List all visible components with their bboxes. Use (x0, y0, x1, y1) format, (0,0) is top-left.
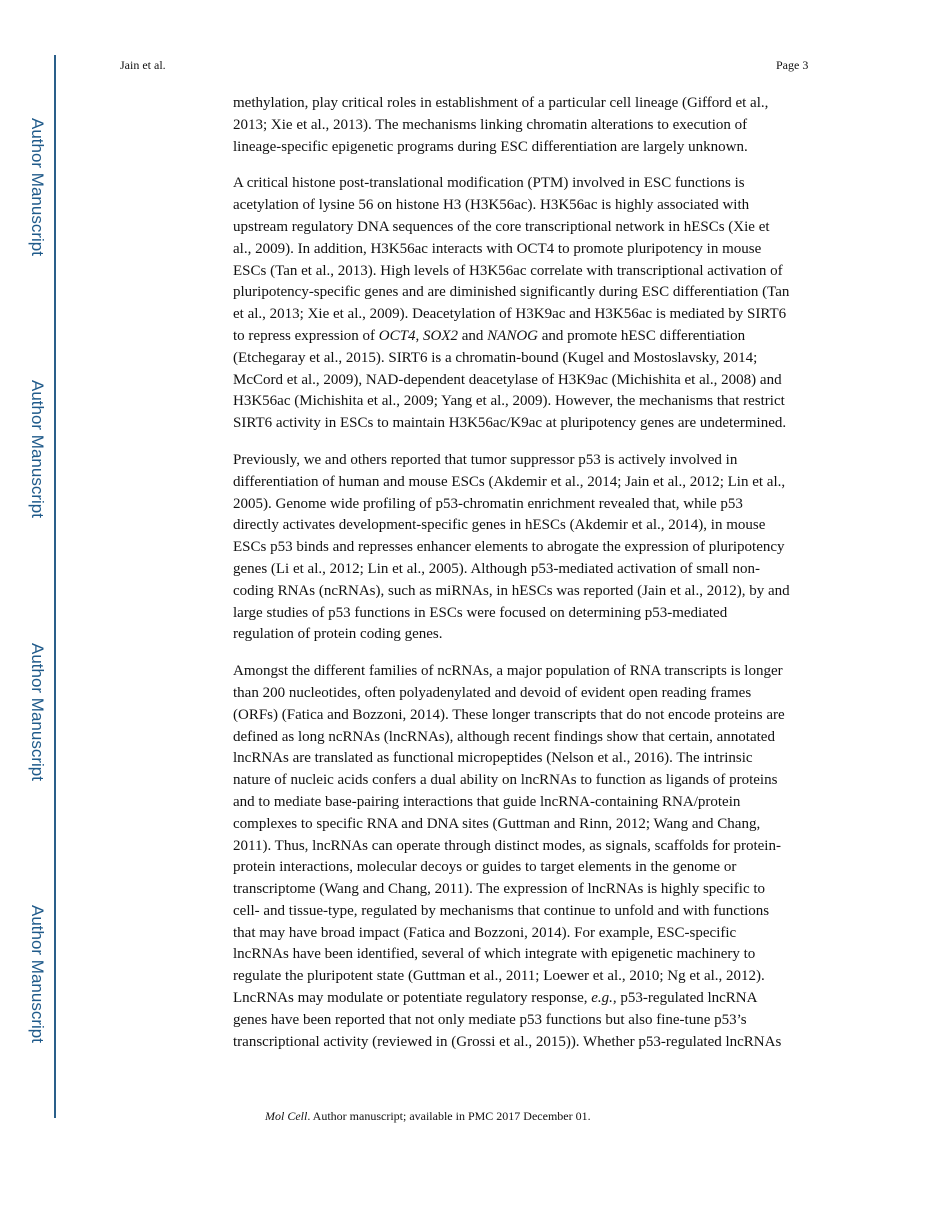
text-line (233, 988, 813, 1010)
text-line: ESCs (Tan et al., 2013). High levels of H3K56ac correlate with transcriptional activation of (233, 262, 783, 279)
text-line: and to mediate base-pairing interactions that guide lncRNA-containing RNA/protein (233, 793, 741, 810)
text-line: nature of nucleic acids confers a dual ability on lncRNAs to function as ligands of proteins (233, 772, 778, 789)
margin-rule (54, 55, 56, 1118)
paragraph-1 (233, 93, 813, 158)
journal-name: Mol Cell (265, 1109, 308, 1123)
text-line: than 200 nucleotides, often polyadenylated and devoid of evident open reading frames (233, 684, 752, 701)
gene-name: OCT4 (378, 327, 416, 344)
text-line: defined as long ncRNAs (lncRNAs), although recent findings show that certain, annotated (233, 728, 775, 745)
text-line: large studies of p53 functions in ESCs were focused on determining p53-mediated (233, 604, 728, 621)
author-manuscript-label: Author Manuscript (28, 905, 47, 1043)
footer-citation (265, 1109, 591, 1124)
text-line: genes (Li et al., 2012; Lin et al., 2005). Although p53-mediated activation of small non- (233, 560, 760, 577)
text-line: Previously, we and others reported that tumor suppressor p53 is actively involved in (233, 451, 738, 468)
paragraph-4 (233, 661, 813, 1053)
text-line: SIRT6 activity in ESCs to maintain H3K56ac/K9ac at pluripotency genes are undetermined. (233, 415, 787, 432)
text-line: 2005). Genome wide profiling of p53-chromatin enrichment revealed that, while p53 (233, 495, 743, 512)
text-line: pluripotency-specific genes and are diminished significantly during ESC differentiation (Tan (233, 284, 790, 301)
text-run: to repress expression of (233, 327, 379, 344)
text-line: McCord et al., 2009), NAD-dependent deacetylase of H3K9ac (Michishita et al., 2008) and (233, 371, 782, 388)
paragraph-3 (233, 450, 813, 646)
text-line: transcriptome (Wang and Chang, 2011). The expression of lncRNAs is highly specific to (233, 881, 766, 898)
text-line: et al., 2013; Xie et al., 2009). Deacetylation of H3K9ac and H3K56ac is mediated by SIRT6 (233, 306, 787, 323)
text-line: upstream regulatory DNA sequences of the core transcriptional network in hESCs (Xie et (233, 218, 770, 235)
text-line: al., 2009). In addition, H3K56ac interacts with OCT4 to promote pluripotency in mouse (233, 240, 762, 257)
text-line: coding RNAs (ncRNAs), such as miRNAs, in hESCs was reported (Jain et al., 2012), by and (233, 582, 790, 599)
text-line: transcriptional activity (reviewed in (Grossi et al., 2015)). Whether p53-regulated lncRNAs (233, 1033, 782, 1050)
text-line: 2011). Thus, lncRNAs can operate through distinct modes, as signals, scaffolds for protein- (233, 837, 781, 854)
author-manuscript-label: Author Manuscript (28, 380, 47, 518)
paragraph-2 (233, 173, 813, 435)
gene-name: SOX2 (422, 327, 458, 344)
text-run: , p53-regulated lncRNA (612, 990, 758, 1007)
text-line: directly activates development-specific genes in hESCs (Akdemir et al., 2014), in mouse (233, 517, 766, 534)
text-line: A critical histone post-translational modification (PTM) involved in ESC functions is (233, 175, 745, 192)
text-line: H3K56ac (Michishita et al., 2009; Yang et al., 2009). However, the mechanisms that restrict (233, 393, 785, 410)
gene-name: NANOG (487, 327, 538, 344)
author-manuscript-label: Author Manuscript (28, 118, 47, 256)
text-line: (Etchegaray et al., 2015). SIRT6 is a chromatin-bound (Kugel and Mostoslavsky, 2014; (233, 349, 758, 366)
text-run: and (457, 327, 488, 344)
text-line: regulate the pluripotent state (Guttman et al., 2011; Loewer et al., 2010; Ng et al., 2012). (233, 968, 765, 985)
emphasis: e.g. (591, 990, 613, 1007)
text-line: (ORFs) (Fatica and Bozzoni, 2014). These longer transcripts that do not encode proteins are (233, 706, 785, 723)
text-line: Amongst the different families of ncRNAs, a major population of RNA transcripts is longer (233, 663, 783, 680)
text-line: acetylation of lysine 56 on histone H3 (H3K56ac). H3K56ac is highly associated with (233, 197, 750, 214)
text-line: protein interactions, molecular decoys or guides to target elements in the genome or (233, 859, 737, 876)
text-run: LncRNAs may modulate or potentiate regulatory response, (233, 990, 592, 1007)
author-manuscript-label: Author Manuscript (28, 643, 47, 781)
text-line: 2013; Xie et al., 2013). The mechanisms linking chromatin alterations to execution of (233, 116, 748, 133)
text-line: lncRNAs are translated as functional micropeptides (Nelson et al., 2016). The intrinsic (233, 750, 753, 767)
text-line: methylation, play critical roles in establishment of a particular cell lineage (Gifford et al., (233, 95, 769, 111)
text-line: genes have been reported that not only mediate p53 functions but also fine-tune p53’s (233, 1011, 747, 1028)
text-line: complexes to specific RNA and DNA sites (Guttman and Rinn, 2012; Wang and Chang, (233, 815, 761, 832)
running-head-authors: Jain et al. (120, 58, 166, 72)
text-line: cell- and tissue-type, regulated by mechanisms that continue to unfold and with functions (233, 902, 770, 919)
availability-text: . Author manuscript; available in PMC 2017 December 01. (307, 1109, 591, 1123)
body-text (233, 93, 813, 1068)
text-line: lncRNAs have been identified, several of which integrate with epigenetic machinery to (233, 946, 756, 963)
text-line: ESCs p53 binds and represses enhancer elements to abrogate the expression of pluripotency (233, 539, 785, 556)
page-number: Page 3 (776, 58, 809, 72)
text-line (233, 326, 813, 348)
text-run: and promote hESC differentiation (538, 327, 746, 344)
text-line: lineage-specific epigenetic programs during ESC differentiation are largely unknown. (233, 138, 748, 155)
text-line: regulation of protein coding genes. (233, 626, 443, 643)
text-line: differentiation of human and mouse ESCs (Akdemir et al., 2014; Jain et al., 2012; Lin et al., (233, 473, 786, 490)
text-line: that may have broad impact (Fatica and Bozzoni, 2014). For example, ESC-specific (233, 924, 737, 941)
text-run: , (415, 327, 423, 344)
